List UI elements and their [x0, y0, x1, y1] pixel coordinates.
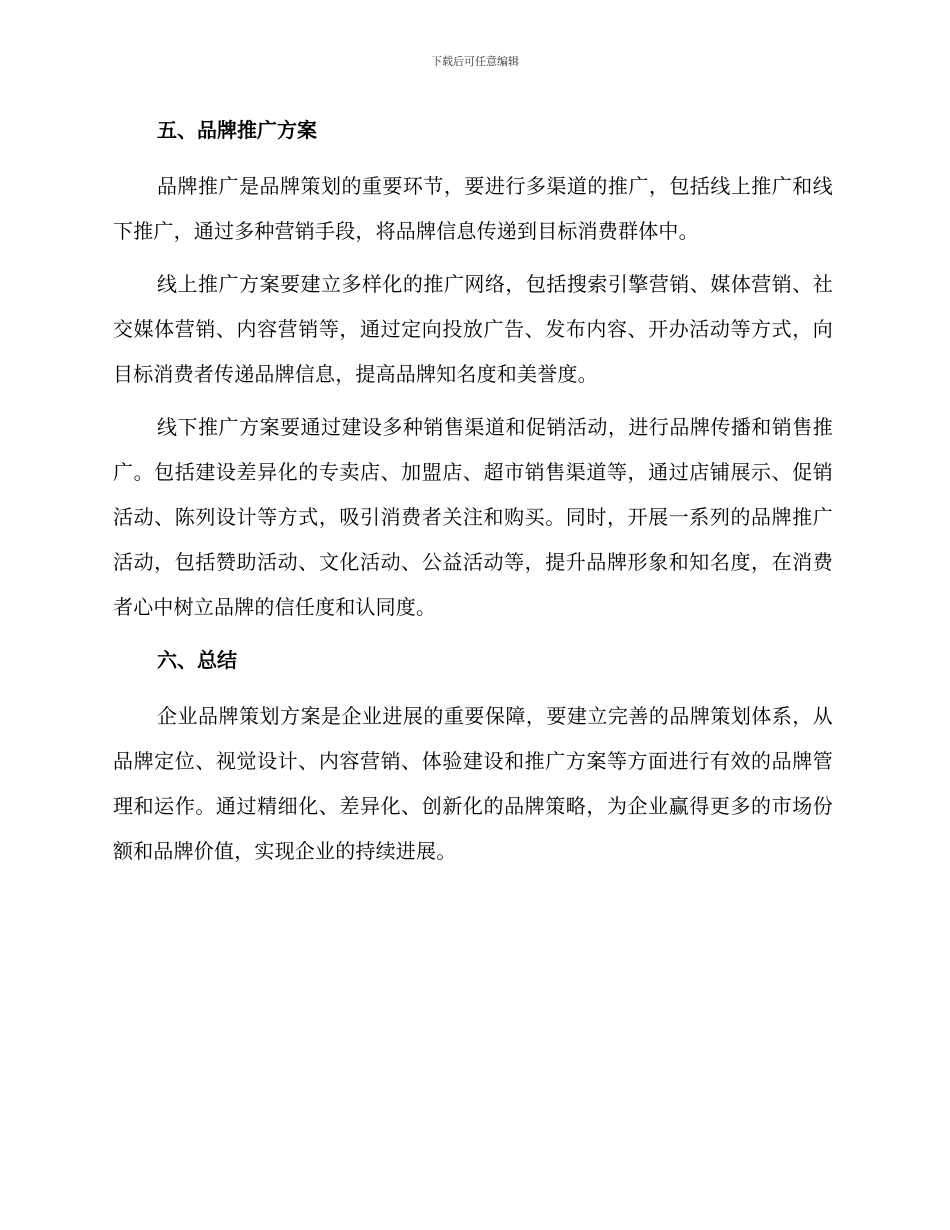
paragraph: 线下推广方案要通过建设多种销售渠道和促销活动，进行品牌传播和销售推广。包括建设差异化的专卖店、加盟店、超市销售渠道等，通过店铺展示、促销活动、陈列设计等方式，吸引消费者关注和购买。同时，开展一系列的品牌推广活动，包括赞助活动、文化活动、公益活动等，提升品牌形象和知名度，在消费者心中树立品牌的信任度和认同度。	[113, 415, 833, 619]
paragraph: 线上推广方案要建立多样化的推广网络，包括搜索引擎营销、媒体营销、社交媒体营销、内容营销等，通过定向投放广告、发布内容、开办活动等方式，向目标消费者传递品牌信息，提高品牌知名度和美誉度。	[113, 272, 833, 386]
document-body	[113, 110, 833, 874]
section-heading-brand-promotion: 五、品牌推广方案	[157, 118, 317, 142]
page-header: 下载后可任意编辑	[431, 55, 519, 68]
paragraph: 企业品牌策划方案是企业进展的重要保障，要建立完善的品牌策划体系，从品牌定位、视觉设计、内容营销、体验建设和推广方案等方面进行有效的品牌管理和运作。通过精细化、差异化、创新化的品牌策略，为企业赢得更多的市场份额和品牌价值，实现企业的持续进展。	[113, 704, 833, 863]
section-heading-summary: 六、总结	[157, 648, 237, 672]
paragraph: 品牌推广是品牌策划的重要环节，要进行多渠道的推广，包括线上推广和线下推广，通过多种营销手段，将品牌信息传递到目标消费群体中。	[113, 174, 833, 243]
